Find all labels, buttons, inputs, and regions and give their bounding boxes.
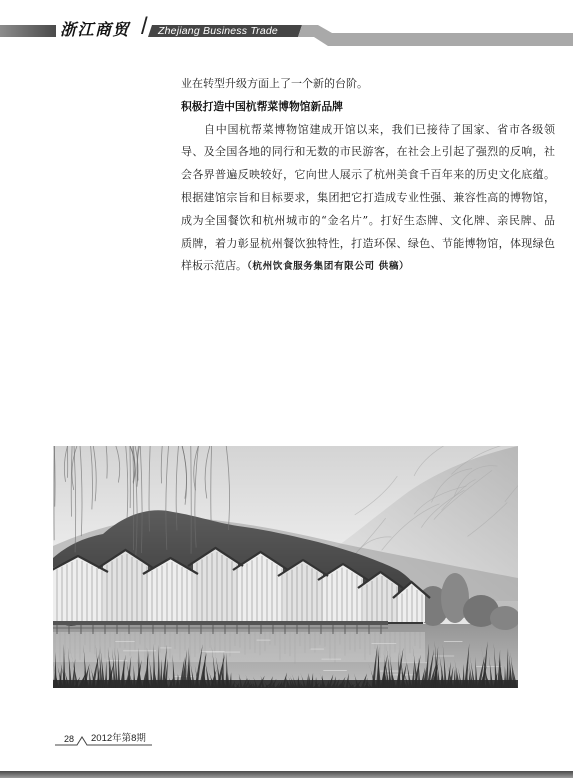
bottom-bar (0, 771, 573, 778)
paragraph-line: 根据建馆宗旨和目标要求，集团把它打造成专业性强、兼容性高的博物馆， (181, 190, 555, 204)
header-right-band (298, 25, 573, 46)
header-separator: / (141, 13, 148, 40)
paragraph-line: 自中国杭帮菜博物馆建成开馆以来，我们已接待了国家、省市各级领 (204, 122, 555, 136)
museum-photo-frame (53, 446, 518, 688)
header-left-bar (0, 25, 56, 37)
article-body (181, 73, 555, 278)
paragraph-line: 会各界普遍反映较好，它向世人展示了杭州美食千百年来的历史文化底蕴。 (181, 168, 555, 182)
magazine-title-en: Zhejiang Business Trade (158, 25, 278, 37)
issue-label: 2012年第8期 (91, 733, 146, 744)
paragraph-line: 成为全国餐饮和杭州城市的“金名片”。打好生态牌、文化牌、亲民牌、品 (181, 213, 555, 227)
paragraph-line: 质牌，着力彰显杭州餐饮独特性，打造环保、绿色、节能博物馆，体现绿色 (181, 236, 555, 250)
page-number: 28 (64, 734, 75, 744)
lead-line: 业在转型升级方面上了一个新的台阶。 (181, 77, 368, 90)
paragraph-line: 导、及全国各地的同行和无数的市民游客，在社会上引起了强烈的反响，社 (181, 145, 555, 159)
source-credit: （杭州饮食服务集团有限公司 供稿） (247, 261, 410, 273)
paragraph-line: 样板示范店。 (181, 259, 247, 273)
walkway-deck (53, 621, 388, 625)
museum-rendering-photo (53, 446, 518, 688)
paragraph-last-line (181, 255, 555, 278)
section-heading: 积极打造中国杭帮菜博物馆新品牌 (181, 99, 343, 113)
magazine-logo: 浙江商贸 (60, 20, 131, 39)
